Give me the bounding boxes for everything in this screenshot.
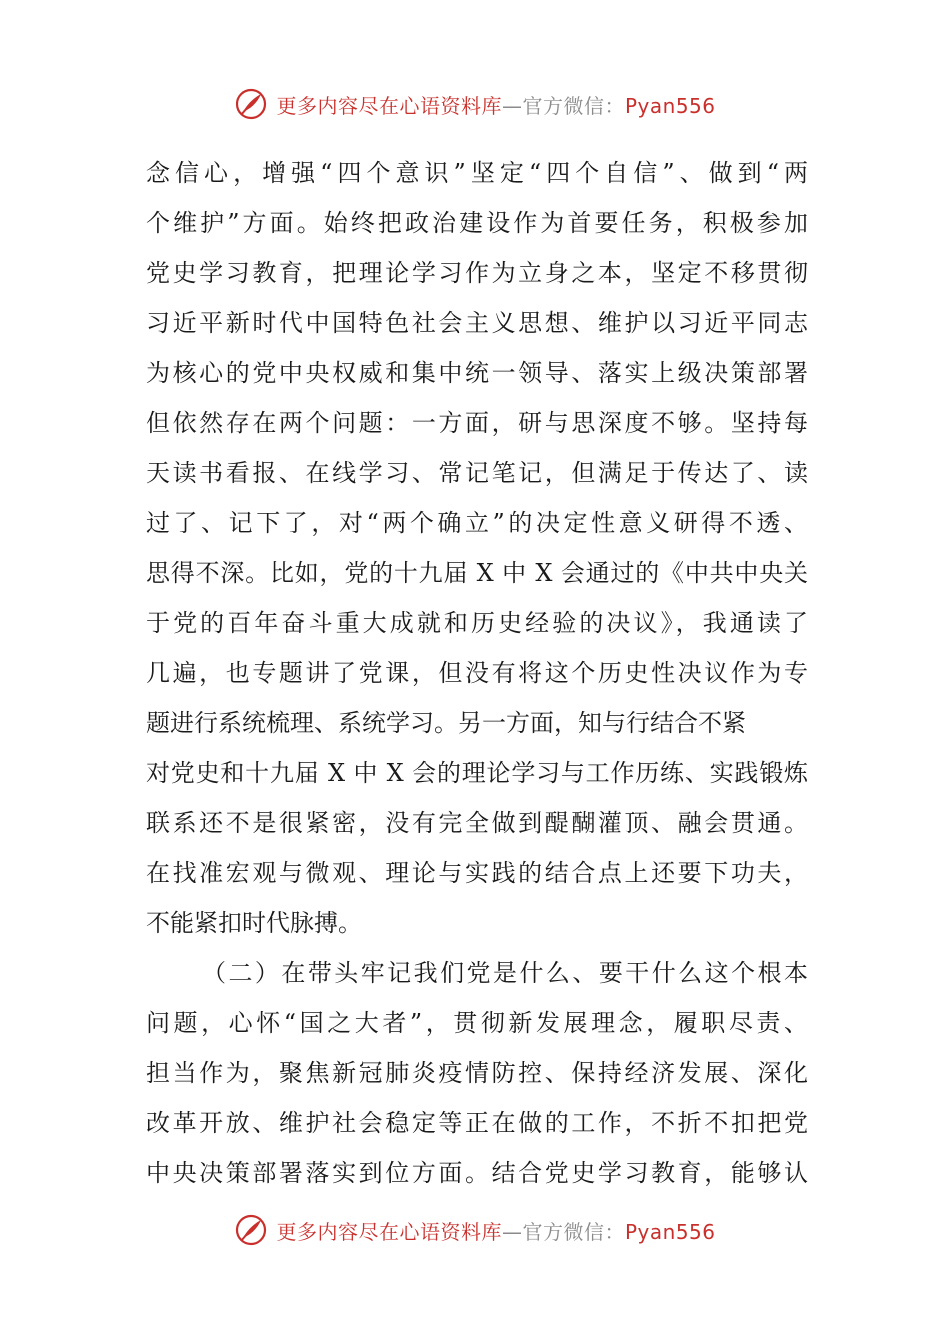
text-line: 为核心的党中央权威和集中统一领导、落实上级决策部署 [146,359,808,387]
watermark-wechat-label: 官方微信： [522,93,625,118]
text-line: 担当作为，聚焦新冠肺炎疫情防控、保持经济发展、深化 [146,1059,808,1087]
text-line: 但依然存在两个问题：一方面，研与思深度不够。坚持每 [146,409,808,437]
feather-pen-logo-icon [234,87,268,121]
text-line: 习近平新时代中国特色社会主义思想、维护以习近平同志 [146,309,808,337]
text-line: 对党史和十九届 X 中 X 会的理论学习与工作历练、实践锻炼 [146,759,808,787]
text-line: 天读书看报、在线学习、常记笔记，但满足于传达了、读 [146,459,808,487]
text-line: 联系还不是很紧密，没有完全做到醍醐灌顶、融会贯通。 [146,809,808,837]
watermark-brand: 更多内容尽在心语资料库 [276,93,502,118]
text-line: 个维护”方面。始终把政治建设作为首要任务，积极参加 [146,209,808,237]
text-line: 中央决策部署落实到位方面。结合党史学习教育，能够认 [146,1159,808,1187]
text-line: 改革开放、维护社会稳定等正在做的工作，不折不扣把党 [146,1109,808,1137]
footer-watermark [0,1210,950,1250]
feather-pen-logo-icon [234,1213,268,1247]
watermark-wechat-id: Pyan556 [624,93,716,118]
text-line: 在找准宏观与微观、理论与实践的结合点上还要下功夫， [146,859,808,887]
watermark-wechat-label: 官方微信： [522,1219,625,1244]
text-line: 不能紧扣时代脉搏。 [146,909,362,937]
text-line: 过了、记下了，对“两个确立”的决定性意义研得不透、 [146,509,808,537]
watermark-wechat-id: Pyan556 [624,1219,716,1244]
text-line: （二）在带头牢记我们党是什么、要干什么这个根本 [202,959,808,987]
watermark-brand: 更多内容尽在心语资料库 [276,1219,502,1244]
text-line: 题进行系统梳理、系统学习。另一方面，知与行结合不紧 [146,709,746,737]
text-line: 念信心，增强“四个意识”坚定“四个自信”、做到“两 [146,159,808,187]
watermark-separator: — [501,1219,523,1244]
watermark-separator: — [501,93,523,118]
text-line: 问题，心怀“国之大者”，贯彻新发展理念，履职尽责、 [146,1009,808,1037]
text-line: 思得不深。比如，党的十九届 X 中 X 会通过的《中共中央关 [146,559,808,587]
header-watermark [0,84,950,124]
document-body [146,148,808,1198]
watermark-text [276,90,715,119]
text-line: 几遍，也专题讲了党课，但没有将这个历史性决议作为专 [146,659,808,687]
paragraph-1 [146,148,808,948]
text-line: 党史学习教育，把理论学习作为立身之本，坚定不移贯彻 [146,259,808,287]
watermark-text [276,1216,715,1245]
text-line: 于党的百年奋斗重大成就和历史经验的决议》，我通读了 [146,609,808,637]
paragraph-2 [146,948,808,1198]
